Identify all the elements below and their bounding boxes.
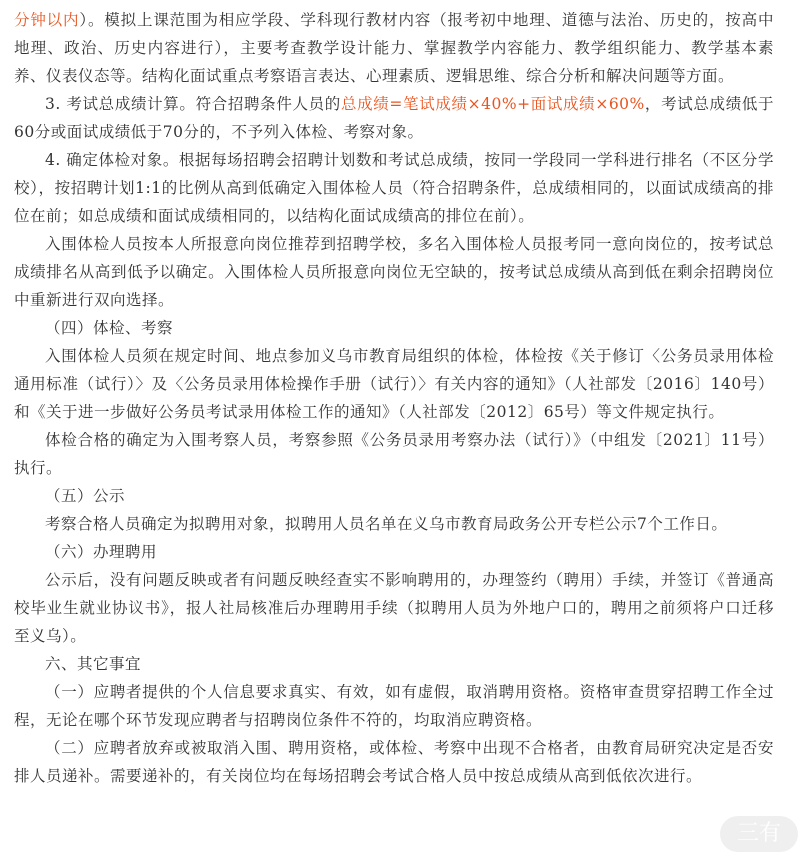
- paragraph-text: ，考试总成绩低于60分或面试成绩低于70分的，不予列入体检、考察对象。: [14, 95, 774, 141]
- section-heading-employment: （六）办理聘用: [45, 543, 158, 561]
- paragraph-score-calculation: [14, 90, 774, 146]
- paragraph-text: 3. 考试总成绩计算。符合招聘条件人员的: [45, 95, 341, 113]
- paragraph-interview-scope: [14, 6, 774, 90]
- score-formula: 总成绩=笔试成绩×40%+面试成绩×60%: [340, 95, 645, 113]
- paragraph-text: ）。模拟上课范围为相应学段、学科现行教材内容（报考初中地理、道德与法治、历史的，按高中地理、政治、历史内容进行），主要考查教学设计能力、掌握教学内容能力、教学组织能力、教学基本素养、仪表仪态等。结构化面试重点考察语言表达、心理素质、逻辑思维、综合分析和解决问题等方面。: [14, 11, 774, 85]
- paragraph-info-authenticity: （一）应聘者提供的个人信息要求真实、有效，如有虚假，取消聘用资格。资格审查贯穿招聘工作全过程，无论在哪个环节发现应聘者与招聘岗位条件不符的，均取消应聘资格。: [14, 683, 774, 729]
- paragraph-inspection-rules: 体检合格的确定为入围考察人员，考察参照《公务员录用考察办法（试行）》（中组发〔2021〕11号）执行。: [14, 431, 774, 477]
- section-heading-publicity: （五）公示: [45, 487, 126, 505]
- paragraph-substitution: （二）应聘者放弃或被取消入围、聘用资格，或体检、考察中出现不合格者，由教育局研究决定是否安排人员递补。需要递补的，有关岗位均在每场招聘会考试合格人员中按总成绩从高到低依次进行。: [14, 739, 774, 785]
- paragraph-position-assignment: 入围体检人员按本人所报意向岗位推荐到招聘学校，多名入围体检人员报考同一意向岗位的，按考试总成绩排名从高到低予以确定。入围体检人员所报意向岗位无空缺的，按考试总成绩从高到低在剩余招聘岗位中重新进行双向选择。: [14, 235, 774, 309]
- section-heading-other-matters: 六、其它事宜: [45, 655, 142, 673]
- paragraph-physical-exam-rules: 入围体检人员须在规定时间、地点参加义乌市教育局组织的体检，体检按《关于修订〈公务员录用体检通用标准（试行）〉及〈公务员录用体检操作手册（试行）〉有关内容的通知》（人社部发〔2016〕140号）和《关于进一步做好公务员考试录用体检工作的通知》（人社部发〔2012〕65号）等文件规定执行。: [14, 347, 774, 421]
- paragraph-employment: 公示后，没有问题反映或者有问题反映经查实不影响聘用的，办理签约（聘用）手续，并签订《普通高校毕业生就业协议书》，报人社局核准后办理聘用手续（拟聘用人员为外地户口的，聘用之前须将户口迁移至义乌）。: [14, 571, 774, 645]
- document-body: [14, 6, 774, 790]
- section-heading-physical-exam: （四）体检、考察: [45, 319, 174, 337]
- paragraph-publicity: 考察合格人员确定为拟聘用对象，拟聘用人员名单在义乌市教育局政务公开专栏公示7个工作日。: [45, 515, 728, 533]
- watermark-logo: 三有: [720, 816, 798, 852]
- highlight-text: 分钟以内: [14, 11, 80, 29]
- paragraph-physical-exam-selection: 4. 确定体检对象。根据每场招聘会招聘计划数和考试总成绩，按同一学段同一学科进行排名（不区分学校），按招聘计划1:1的比例从高到低确定入围体检人员（符合招聘条件，总成绩相同的，以面试成绩高的排位在前；如总成绩和面试成绩相同的，以结构化面试成绩高的排位在前）。: [14, 151, 774, 225]
